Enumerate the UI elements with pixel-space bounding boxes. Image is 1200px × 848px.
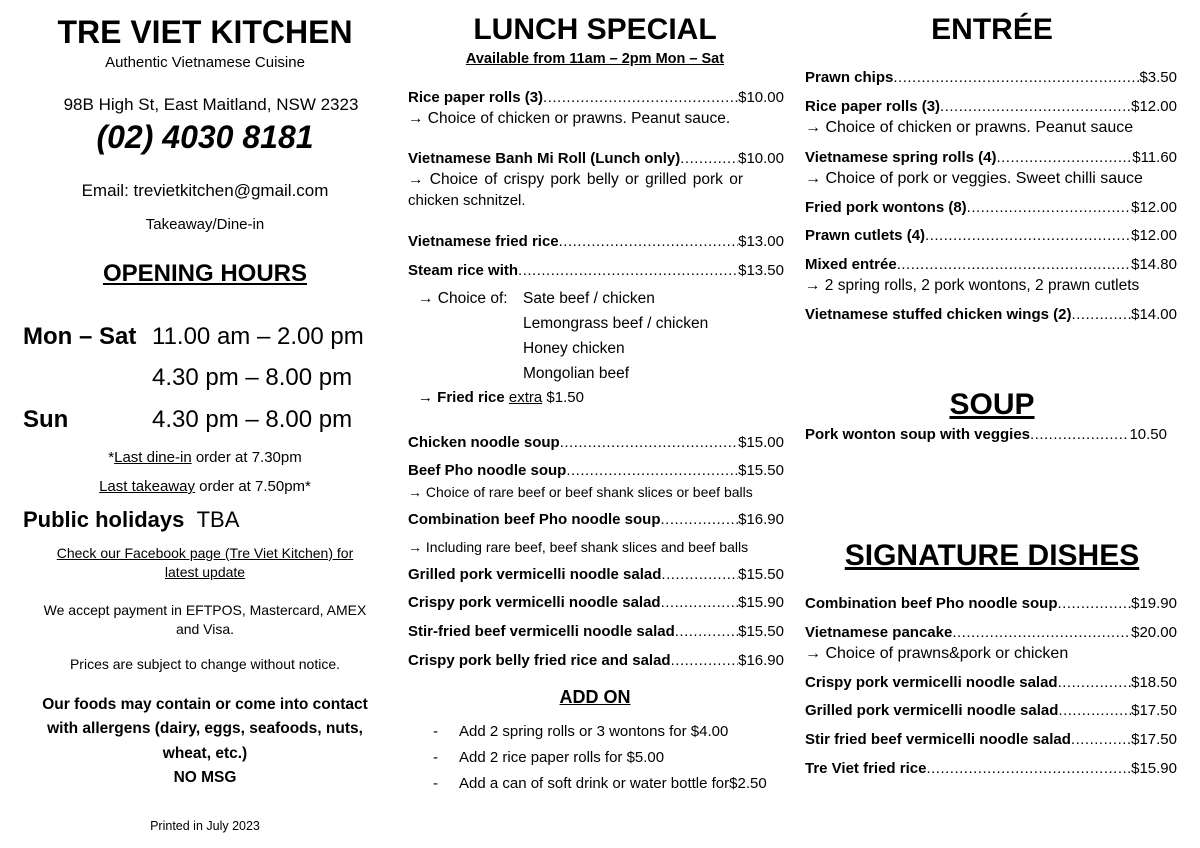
dot-leader: [671, 651, 739, 671]
opening-hours-title: OPENING HOURS: [102, 260, 308, 287]
menu-item: [805, 673, 1177, 693]
item-price: $14.00: [1131, 306, 1177, 323]
extra-label: extra: [508, 389, 543, 406]
item-name: Fried pork wontons (8): [805, 199, 967, 216]
email: Email: trevietkitchen@gmail.com: [81, 181, 329, 200]
item-description: → Choice of chicken or prawns. Peanut sauce: [805, 119, 1134, 136]
dot-leader: [518, 261, 738, 281]
item-price: $15.90: [738, 594, 784, 611]
dot-leader: [661, 593, 739, 613]
item-price: $13.50: [738, 262, 784, 279]
item-name: Vietnamese spring rolls (4): [805, 149, 997, 166]
entree-title: ENTRÉE: [931, 13, 1053, 46]
item-price: $12.00: [1131, 199, 1177, 216]
menu-item: [805, 701, 1177, 721]
menu-item: [408, 461, 784, 481]
item-price: $11.60: [1132, 149, 1177, 166]
last-dinein-time: order at 7.30pm: [191, 449, 302, 466]
mon-sat-label: Mon – Sat: [23, 323, 137, 350]
item-name: Vietnamese stuffed chicken wings (2): [805, 306, 1072, 323]
item-name: Stir-fried beef vermicelli noodle salad: [408, 623, 675, 640]
item-price: $3.50: [1139, 69, 1177, 86]
dot-leader: [967, 198, 1131, 218]
item-name: Steam rice with: [408, 262, 519, 279]
add-on-item: Add a can of soft drink or water bottle for$2.50: [459, 775, 767, 792]
item-price: $16.90: [738, 652, 784, 669]
last-takeaway-time: order at 7.50pm*: [194, 478, 311, 495]
dot-leader: [1058, 701, 1131, 721]
item-name: Combination beef Pho noodle soup: [805, 595, 1058, 612]
add-on-title: ADD ON: [559, 687, 631, 707]
choice-option: Sate beef / chicken: [523, 290, 655, 307]
item-name: Rice paper rolls (3): [408, 89, 544, 106]
item-name: Combination beef Pho noodle soup: [408, 511, 661, 528]
item-price: $12.00: [1131, 227, 1177, 244]
item-name: Crispy pork belly fried rice and salad: [408, 652, 671, 669]
public-holidays-value: TBA: [196, 507, 240, 532]
choice-option: Honey chicken: [523, 340, 625, 357]
dot-leader: [897, 255, 1131, 275]
item-name: Grilled pork vermicelli noodle salad: [805, 702, 1059, 719]
item-name: Beef Pho noodle soup: [408, 462, 567, 479]
dot-leader: [680, 149, 738, 169]
payment-note-1: We accept payment in EFTPOS, Mastercard, AMEX: [43, 602, 367, 618]
menu-item: [805, 305, 1177, 325]
dot-leader: [1071, 305, 1131, 325]
item-name: Vietnamese pancake: [805, 624, 953, 641]
item-name: Tre Viet fried rice: [805, 760, 927, 777]
item-name: Prawn cutlets (4): [805, 227, 926, 244]
item-price: $12.00: [1131, 98, 1177, 115]
item-description: → 2 spring rolls, 2 pork wontons, 2 prawn cutlets: [805, 277, 1140, 294]
item-name: Pork wonton soup with veggies: [805, 426, 1031, 443]
item-price: $10.00: [738, 89, 784, 106]
dot-leader: [1058, 673, 1132, 693]
dot-leader: [566, 461, 738, 481]
fried-rice-extra: [418, 388, 584, 408]
item-name: Rice paper rolls (3): [805, 98, 941, 115]
soup-title: SOUP: [949, 388, 1035, 421]
item-description: → Choice of pork or veggies. Sweet chilli sauce: [805, 170, 1143, 187]
menu-item: [805, 255, 1177, 275]
item-price: $15.50: [738, 462, 784, 479]
menu-item: [805, 148, 1177, 168]
dot-leader: [559, 232, 738, 252]
dot-leader: [1071, 730, 1131, 750]
item-description: → Choice of chicken or prawns. Peanut sauce.: [408, 110, 731, 127]
extra-price: $1.50: [542, 389, 584, 406]
item-description: → Including rare beef, beef shank slices and beef balls: [408, 539, 749, 555]
dot-leader: [1030, 425, 1129, 445]
phone: (02) 4030 8181: [96, 119, 314, 155]
facebook-link-2[interactable]: latest update: [164, 564, 246, 580]
bullet: -: [433, 723, 438, 740]
sun-hours: 4.30 pm – 8.00 pm: [152, 406, 353, 433]
address: 98B High St, East Maitland, NSW 2323: [63, 95, 359, 114]
item-price: $15.50: [738, 566, 784, 583]
allergen-note-1: Our foods may contain or come into contact: [42, 696, 368, 713]
item-price: $20.00: [1131, 624, 1177, 641]
menu-item: [805, 759, 1177, 779]
menu-item: [805, 594, 1177, 614]
public-holidays: [23, 507, 239, 533]
item-name: Mixed entrée: [805, 256, 897, 273]
menu-item: [408, 232, 784, 252]
mon-sat-hours-2: 4.30 pm – 8.00 pm: [152, 364, 353, 391]
item-price: 10.50: [1129, 426, 1167, 443]
bullet: -: [433, 775, 438, 792]
payment-note-2: and Visa.: [175, 621, 235, 637]
public-holidays-label: Public holidays: [23, 507, 185, 532]
fried-rice-label: Fried rice: [437, 389, 505, 406]
asterisk: *: [108, 449, 115, 466]
item-name: Prawn chips: [805, 69, 894, 86]
menu-item: [408, 88, 784, 108]
dot-leader: [1058, 594, 1132, 614]
no-msg: NO MSG: [173, 769, 237, 786]
restaurant-name: TRE VIET KITCHEN: [57, 14, 353, 50]
item-price: $15.00: [738, 434, 784, 451]
signature-dishes-title: SIGNATURE DISHES: [844, 539, 1140, 572]
add-on-item: Add 2 rice paper rolls for $5.00: [459, 749, 665, 766]
menu-item: [805, 97, 1177, 117]
item-description: → Choice of crispy pork belly or grilled pork or: [408, 171, 744, 188]
item-price: $19.90: [1131, 595, 1177, 612]
add-on-item: Add 2 spring rolls or 3 wontons for $4.00: [459, 723, 729, 740]
menu-item: [408, 651, 784, 671]
dot-leader: [925, 226, 1131, 246]
tagline: Authentic Vietnamese Cuisine: [105, 54, 305, 71]
service-type: Takeaway/Dine-in: [145, 216, 265, 233]
menu-item: [805, 730, 1177, 750]
item-name: Vietnamese Banh Mi Roll (Lunch only): [408, 150, 681, 167]
choice-option: Mongolian beef: [523, 365, 629, 382]
menu-item: [408, 149, 784, 169]
dot-leader: [940, 97, 1131, 117]
item-description: → Choice of prawns&pork or chicken: [805, 645, 1069, 662]
dot-leader: [893, 68, 1139, 88]
choice-label: → Choice of:: [418, 290, 508, 307]
menu-item: [408, 565, 784, 585]
item-name: Grilled pork vermicelli noodle salad: [408, 566, 662, 583]
facebook-link-1[interactable]: Check our Facebook page (Tre Viet Kitchen) for: [56, 545, 354, 561]
item-price: $13.00: [738, 233, 784, 250]
item-name: Crispy pork vermicelli noodle salad: [805, 674, 1058, 691]
printed-date: Printed in July 2023: [150, 819, 260, 833]
item-price: $14.80: [1131, 256, 1177, 273]
lunch-special-title: LUNCH SPECIAL: [473, 13, 717, 46]
menu-item: [805, 226, 1177, 246]
dot-leader: [926, 759, 1131, 779]
menu-item: [408, 622, 784, 642]
dot-leader: [952, 623, 1131, 643]
item-price: $15.50: [738, 623, 784, 640]
sun-label: Sun: [23, 406, 69, 433]
item-description: → Choice of rare beef or beef shank slices or beef balls: [408, 484, 753, 500]
item-price: $18.50: [1131, 674, 1177, 691]
item-price: $17.50: [1131, 731, 1177, 748]
menu-item: [805, 198, 1177, 218]
arrow-icon: →: [418, 389, 438, 406]
mon-sat-hours-1: 11.00 am – 2.00 pm: [152, 323, 364, 350]
last-dinein-text: Last dine-in: [114, 449, 192, 466]
item-price: $10.00: [738, 150, 784, 167]
menu-item: [408, 510, 784, 530]
dot-leader: [996, 148, 1132, 168]
item-name: Crispy pork vermicelli noodle salad: [408, 594, 661, 611]
dot-leader: [560, 433, 738, 453]
menu-item: [408, 433, 784, 453]
menu-item: [805, 425, 1167, 445]
menu-item: [805, 623, 1177, 643]
item-name: Chicken noodle soup: [408, 434, 560, 451]
dot-leader: [675, 622, 738, 642]
last-dinein-note: [10, 449, 400, 467]
bullet: -: [433, 749, 438, 766]
prices-note: Prices are subject to change without notice.: [69, 656, 341, 672]
menu-item: [805, 68, 1177, 88]
choice-option: Lemongrass beef / chicken: [523, 315, 709, 332]
last-takeaway-note: [10, 478, 400, 496]
item-name: Stir fried beef vermicelli noodle salad: [805, 731, 1071, 748]
item-name: Vietnamese fried rice: [408, 233, 559, 250]
item-price: $16.90: [738, 511, 784, 528]
item-price: $17.50: [1131, 702, 1177, 719]
dot-leader: [543, 88, 738, 108]
last-takeaway-text: Last takeaway: [99, 478, 195, 495]
menu-item: [408, 261, 784, 281]
allergen-note-2: with allergens (dairy, eggs, seafoods, nuts,: [47, 720, 363, 737]
item-price: $15.90: [1131, 760, 1177, 777]
dot-leader: [661, 565, 738, 585]
lunch-availability: Available from 11am – 2pm Mon – Sat: [465, 51, 725, 67]
menu-item: [408, 593, 784, 613]
item-description: chicken schnitzel.: [408, 192, 526, 209]
allergen-note-3: wheat, etc.): [162, 745, 248, 762]
dot-leader: [661, 510, 739, 530]
